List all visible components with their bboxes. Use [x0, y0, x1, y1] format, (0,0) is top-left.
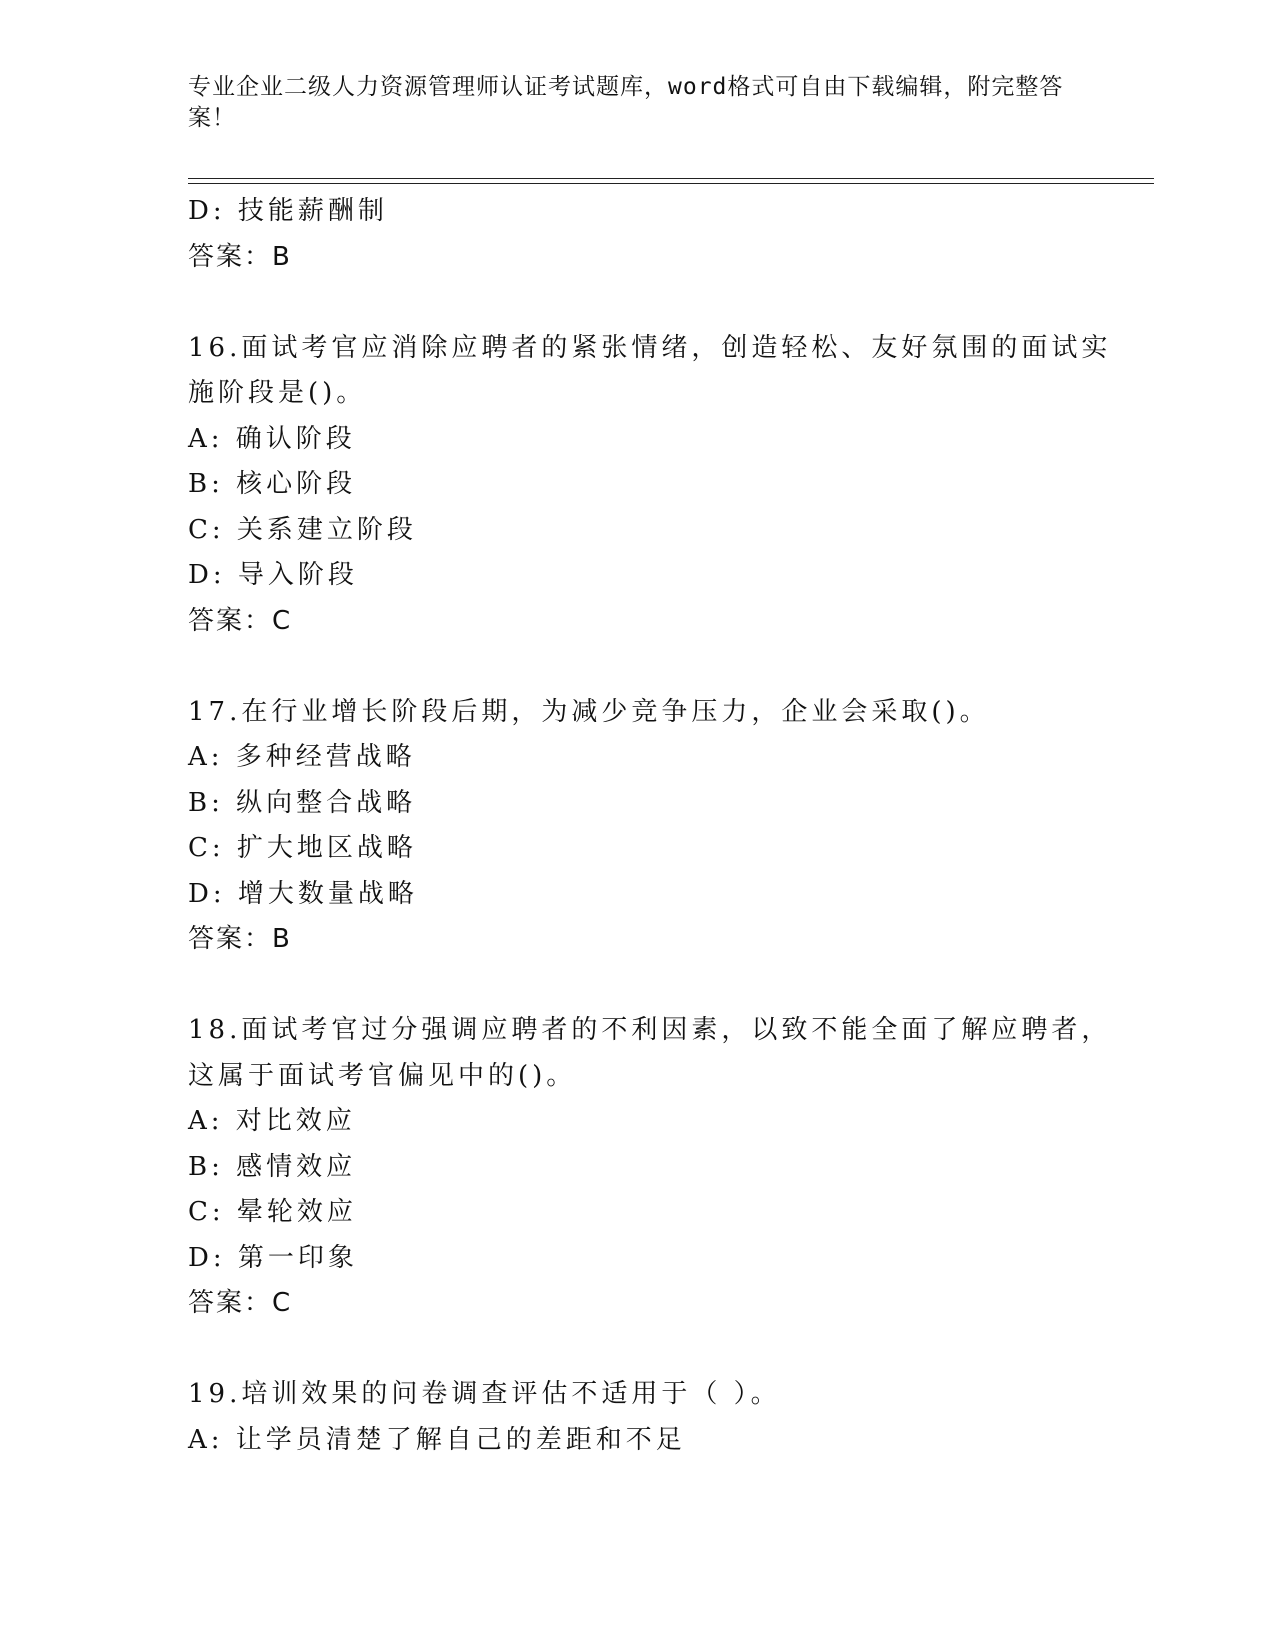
- text-line: 这属于面试考官偏见中的()。: [188, 1060, 577, 1091]
- block-gap: [188, 1327, 1118, 1373]
- question-stem: 17.在行业增长阶段后期，为减少竞争压力，企业会采取()。: [188, 696, 990, 727]
- block-gap: [188, 644, 1118, 690]
- option-line: D: 技能薪酬制: [188, 196, 388, 226]
- header-divider-bottom: [188, 183, 1154, 184]
- option-line: A: 让学员清楚了解自己的差距和不足: [188, 1424, 686, 1455]
- option-line: D: 增大数量战略: [188, 878, 418, 909]
- answer-line: 答案：B: [188, 241, 292, 272]
- option-line: B: 感情效应: [188, 1151, 357, 1182]
- option-line: D: 导入阶段: [188, 560, 358, 590]
- question-stem: 18.面试考官过分强调应聘者的不利因素，以致不能全面了解应聘者，: [188, 1015, 1112, 1045]
- block-gap: [188, 280, 1118, 326]
- option-line: C: 扩大地区战略: [188, 833, 417, 863]
- text-line: 施阶段是()。: [188, 378, 367, 408]
- option-line: B: 核心阶段: [188, 469, 357, 499]
- question-stem: 19.培训效果的问卷调查评估不适用于（ ）。: [188, 1379, 781, 1409]
- question-stem: 16.面试考官应消除应聘者的紧张情绪，创造轻松、友好氛围的面试实: [188, 332, 1112, 363]
- document-header: 专业企业二级人力资源管理师认证考试题库，word格式可自由下载编辑，附完整答案！: [188, 74, 1064, 131]
- option-line: A: 对比效应: [188, 1106, 356, 1136]
- block-gap: [188, 963, 1118, 1009]
- option-line: A: 多种经营战略: [188, 742, 416, 772]
- option-line: C: 关系建立阶段: [188, 514, 417, 545]
- answer-line: 答案：C: [188, 1288, 293, 1318]
- option-line: C: 晕轮效应: [188, 1197, 357, 1227]
- option-line: A: 确认阶段: [188, 423, 356, 454]
- header-divider-top: [188, 178, 1154, 179]
- answer-line: 答案：C: [188, 605, 293, 636]
- option-line: B: 纵向整合战略: [188, 787, 417, 818]
- option-line: D: 第一印象: [188, 1242, 358, 1273]
- question-content: [188, 189, 1118, 1463]
- answer-line: 答案：B: [188, 924, 292, 954]
